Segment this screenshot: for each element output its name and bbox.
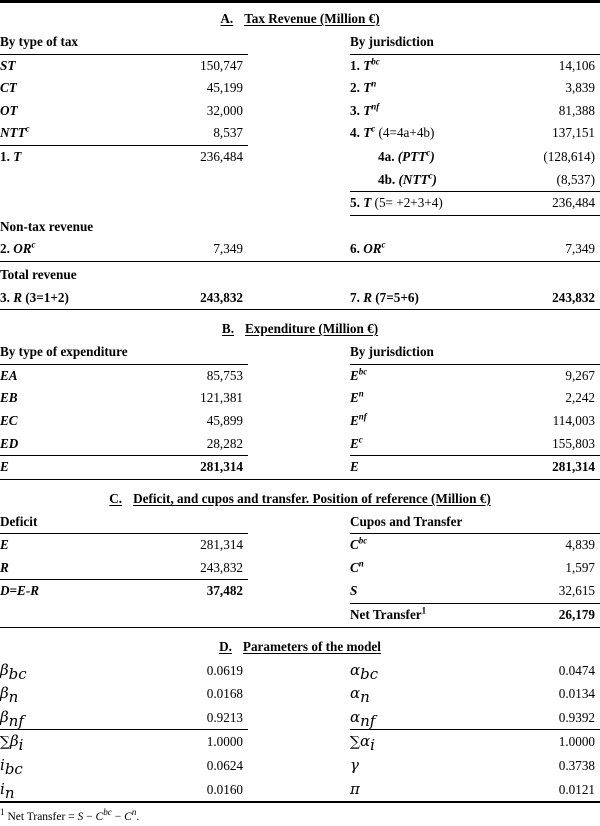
row-label-nttc: NTT$^c$ xyxy=(0,122,150,145)
spacer-cell xyxy=(350,264,495,287)
row-value-sum-alpha: 1.0000 xyxy=(558,734,596,750)
spacer-cell xyxy=(248,778,350,803)
panel-b-letter: B. xyxy=(221,321,234,337)
spacer-cell xyxy=(248,77,350,100)
spacer-cell xyxy=(248,169,350,192)
row-label-cn: $C^n$ xyxy=(350,558,364,575)
row-label-alpha-bc: $\alpha_{bc}$ xyxy=(350,660,379,683)
panel-c-title-text: Deficit, and cupos and transfer. Position of reference (Million €) xyxy=(133,490,491,506)
row-label-orc-right: 6. $OR^c$ xyxy=(350,239,386,257)
table-row xyxy=(0,456,600,480)
row-label-i-bc: $i_{bc}$ xyxy=(0,756,23,779)
panel-a-title xyxy=(0,7,600,31)
spacer-cell xyxy=(248,604,350,628)
row-label-r-deficit: R xyxy=(0,557,150,580)
table-row xyxy=(0,238,600,261)
row-value-ed: 28,282 xyxy=(150,433,248,456)
row-label-st: ST xyxy=(0,57,16,73)
spacer-cell xyxy=(248,54,350,77)
spacer-cell xyxy=(248,682,350,706)
table-row xyxy=(0,54,600,77)
row-value-tbc: 14,106 xyxy=(558,57,596,73)
row-value-r-total: 243,832 xyxy=(200,289,243,305)
row-value-ot: 32,000 xyxy=(206,102,243,118)
row-label-s: S xyxy=(350,580,495,604)
spacer-cell xyxy=(248,341,350,364)
row-value-ct: 45,199 xyxy=(206,80,243,96)
footnote-marker: 1 xyxy=(0,807,5,818)
spacer-cell xyxy=(0,169,150,192)
spacer-cell xyxy=(248,410,350,433)
table-row xyxy=(0,604,600,628)
footnote: $^1$ Net Transfer = $S - C^{bc} - C^n$. xyxy=(0,807,140,824)
table-row xyxy=(0,659,600,683)
table-row xyxy=(0,706,600,730)
panel-b-header-row xyxy=(0,341,600,364)
row-value-r-total-right: 243,832 xyxy=(552,289,596,305)
table-row xyxy=(0,100,600,123)
row-label-sum-beta: $\sum\beta_i$ xyxy=(0,732,24,755)
panel-b-left-header: By type of expenditure xyxy=(0,341,248,364)
row-value-tc: 137,151 xyxy=(552,125,596,141)
row-value-tnf: 81,388 xyxy=(558,102,596,118)
spacer-cell xyxy=(495,264,600,287)
row-label-beta-nf: $\beta_{nf}$ xyxy=(0,706,150,730)
spacer-cell xyxy=(248,557,350,580)
table-row xyxy=(0,364,600,387)
row-label-pi: π xyxy=(350,779,360,798)
table-row xyxy=(0,730,600,754)
row-value-e-total-right: 281,314 xyxy=(552,459,596,475)
row-label-en: $E^n$ xyxy=(350,388,364,406)
spacer-cell xyxy=(248,122,350,145)
spacer-cell xyxy=(150,192,248,216)
spacer-cell xyxy=(248,754,350,778)
row-value-t-total: 236,484 xyxy=(200,148,243,164)
table-row xyxy=(0,754,600,778)
spacer-cell xyxy=(248,100,350,123)
nontax-revenue-header: Non-tax revenue xyxy=(0,218,94,234)
spacer-cell xyxy=(248,287,350,310)
row-label-t-total-right: 5. T (5= +2+3+4) xyxy=(350,192,495,216)
row-label-tc: 4. $T^c$ (4=4a+4b) xyxy=(350,123,435,141)
spacer-cell xyxy=(150,169,248,192)
row-value-en: 2,242 xyxy=(565,390,596,406)
spacer-cell xyxy=(0,192,150,216)
row-label-eb: EB xyxy=(0,390,18,406)
panel-d-title-row xyxy=(0,631,600,659)
row-value-alpha-nf: 0.9392 xyxy=(495,706,600,730)
row-label-tn: 2. $T^n$ xyxy=(350,78,377,96)
table-row xyxy=(0,169,600,192)
row-value-t-total-right: 236,484 xyxy=(495,192,600,216)
row-value-orc-right: 7,349 xyxy=(565,241,596,257)
row-value-pi: 0.0121 xyxy=(558,781,596,797)
panel-c-letter: C. xyxy=(109,490,123,506)
row-value-ec: 45,899 xyxy=(206,412,243,428)
spacer-cell xyxy=(248,364,350,387)
row-value-sum-beta: 1.0000 xyxy=(206,734,243,750)
row-value-d-deficit: 37,482 xyxy=(206,583,243,599)
spacer-cell xyxy=(248,433,350,456)
row-label-gamma: γ xyxy=(350,756,359,775)
row-label-ebc: $E^{bc}$ xyxy=(350,366,368,383)
row-label-nttc-right: 4b. (NTT$^c$) xyxy=(350,169,495,192)
spacer-cell xyxy=(248,216,350,239)
row-value-cn: 1,597 xyxy=(565,559,596,575)
table-row xyxy=(0,433,600,456)
row-label-r-total-right: 7. R (7=5+6) xyxy=(350,289,419,305)
row-value-nttc: 8,537 xyxy=(150,122,248,145)
table-row xyxy=(0,682,600,706)
row-value-beta-bc: 0.0619 xyxy=(206,662,243,678)
row-label-tbc: 1. $T^{bc}$ xyxy=(350,56,380,73)
row-label-ecc: $E^c$ xyxy=(350,433,495,456)
row-value-ea: 85,753 xyxy=(206,367,243,383)
panel-a-header-row xyxy=(0,31,600,54)
table-row xyxy=(0,145,600,168)
row-label-tnf: 3. $T^{nf}$ xyxy=(350,101,380,118)
row-value-i-bc: 0.0624 xyxy=(206,758,243,774)
row-value-s: 32,615 xyxy=(495,580,600,604)
spacer-cell xyxy=(248,264,350,287)
spacer-cell xyxy=(350,216,495,239)
row-value-e-deficit: 281,314 xyxy=(200,537,243,553)
row-value-eb: 121,381 xyxy=(200,390,243,406)
row-label-alpha-nf: $\alpha_{nf}$ xyxy=(350,706,495,730)
spacer-cell xyxy=(248,192,350,216)
row-label-enf: $E^{nf}$ xyxy=(350,411,367,428)
row-label-ec: EC xyxy=(0,412,18,428)
row-value-pttc: (128,614) xyxy=(543,148,596,164)
spacer-cell xyxy=(495,216,600,239)
row-value-st: 150,747 xyxy=(200,57,243,73)
spacer-cell xyxy=(248,730,350,754)
row-label-d-deficit: D=E-R xyxy=(0,583,40,599)
row-label-e-deficit: E xyxy=(0,537,9,553)
table-row xyxy=(0,122,600,145)
row-value-ebc: 9,267 xyxy=(565,367,596,383)
row-value-orc: 7,349 xyxy=(213,241,243,257)
table-row xyxy=(0,77,600,100)
row-value-gamma: 0.3738 xyxy=(558,758,596,774)
row-label-orc: 2. $OR^c$ xyxy=(0,239,36,257)
spacer-cell xyxy=(248,31,350,54)
row-value-nttc-right: (8,537) xyxy=(495,169,600,192)
row-value-beta-nf: 0.9213 xyxy=(150,706,248,730)
panel-b-title xyxy=(0,313,600,341)
table-row xyxy=(0,192,600,216)
spacer-cell xyxy=(248,456,350,480)
spacer-cell xyxy=(248,387,350,410)
row-value-e-total: 281,314 xyxy=(200,459,243,475)
row-label-pttc: 4a. (PTT$^c$) xyxy=(378,147,435,164)
row-value-ecc: 155,803 xyxy=(495,433,600,456)
row-label-t-total: 1. T xyxy=(0,148,22,164)
spacer-cell xyxy=(248,145,350,168)
panel-b-title-text: Expenditure (Million €) xyxy=(245,321,379,337)
row-label-ot: OT xyxy=(0,102,18,118)
row-label-ct: CT xyxy=(0,80,17,96)
table-row xyxy=(0,580,600,604)
row-label-e-total-right: E xyxy=(350,459,359,475)
table-row xyxy=(0,216,600,239)
table-row xyxy=(0,387,600,410)
panel-a-title-row xyxy=(0,7,600,31)
row-label-cbc: $C^{bc}$ xyxy=(350,535,368,553)
footnote-text: Net Transfer = xyxy=(4,811,78,824)
spacer-cell xyxy=(248,706,350,730)
spacer-cell xyxy=(248,580,350,604)
row-value-tn: 3,839 xyxy=(565,80,596,96)
row-label-net-transfer: Net Transfer$^1$ xyxy=(350,605,427,623)
panel-c-header-row xyxy=(0,511,600,534)
total-revenue-header: Total revenue xyxy=(0,266,77,282)
panel-a-letter: A. xyxy=(220,11,234,26)
row-value-alpha-bc: 0.0474 xyxy=(558,662,596,678)
row-label-alpha-n: $\alpha_n$ xyxy=(350,684,370,707)
panel-c-left-header: Deficit xyxy=(0,511,248,534)
row-label-i-n: $i_n$ xyxy=(0,779,15,802)
panel-c-right-header: Cupos and Transfer xyxy=(350,511,600,534)
panel-a-right-header: By jurisdiction xyxy=(350,31,600,54)
panel-b-title-row xyxy=(0,313,600,341)
table-row xyxy=(0,534,600,557)
row-value-cbc: 4,839 xyxy=(565,537,596,553)
row-label-r-total: 3. R (3=1+2) xyxy=(0,289,69,305)
row-label-sum-alpha: $\sum\alpha_i$ xyxy=(350,732,375,755)
row-label-beta-bc: $\beta_{bc}$ xyxy=(0,660,27,683)
row-value-r-deficit: 243,832 xyxy=(150,557,248,580)
row-label-ea: EA xyxy=(0,367,18,383)
spacer-cell xyxy=(248,534,350,557)
panel-d-title-text: Parameters of the model xyxy=(242,638,381,654)
spacer-cell xyxy=(0,604,150,628)
panel-c-title xyxy=(0,483,600,511)
row-label-beta-n: $\beta_n$ xyxy=(0,684,19,707)
table-row xyxy=(0,557,600,580)
spacer-cell xyxy=(150,604,248,628)
table-row xyxy=(0,410,600,433)
row-label-e-total: E xyxy=(0,459,9,475)
footnote-row xyxy=(0,806,600,826)
panel-d-title xyxy=(0,631,600,659)
spacer-cell xyxy=(248,238,350,261)
spacer-cell xyxy=(248,511,350,534)
row-value-alpha-n: 0.0134 xyxy=(558,686,596,702)
panel-a-left-header: By type of tax xyxy=(0,31,248,54)
row-label-ed: ED xyxy=(0,433,150,456)
row-value-net-transfer: 26,179 xyxy=(558,607,596,623)
panel-c-title-row xyxy=(0,483,600,511)
panel-b-right-header: By jurisdiction xyxy=(350,341,600,364)
row-value-i-n: 0.0160 xyxy=(206,781,243,797)
row-value-enf: 114,003 xyxy=(552,412,596,428)
table-row xyxy=(0,264,600,287)
panel-d-letter: D. xyxy=(219,638,232,654)
spacer-cell xyxy=(248,659,350,683)
panel-a-title-text: Tax Revenue (Million €) xyxy=(244,11,380,26)
table-row xyxy=(0,778,600,803)
row-value-beta-n: 0.0168 xyxy=(206,686,243,702)
table-row xyxy=(0,287,600,310)
